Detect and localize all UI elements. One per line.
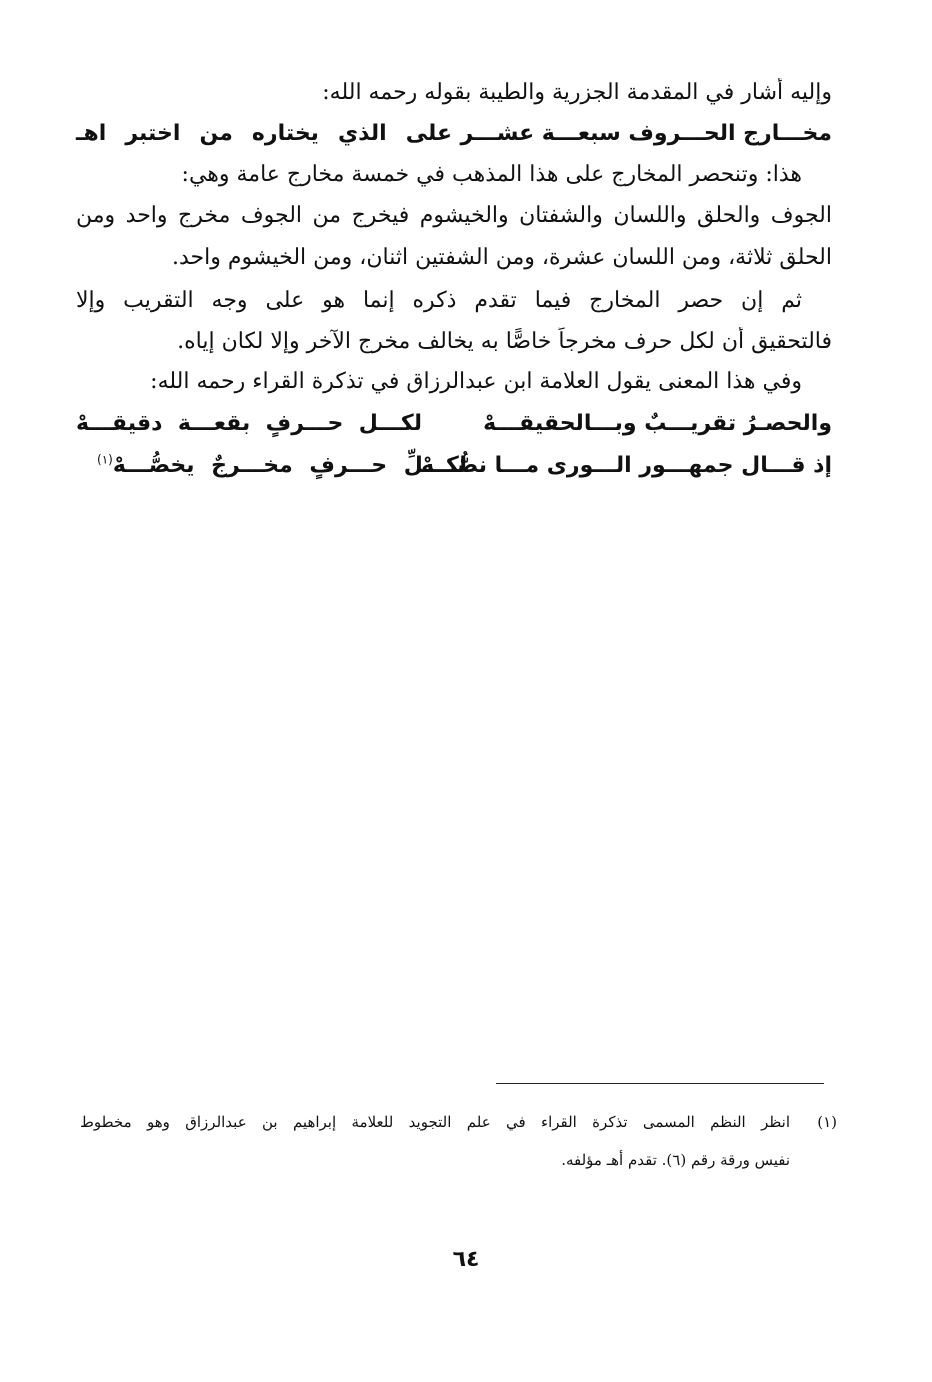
verse3-second-hemistich bbox=[97, 451, 467, 481]
para1-line3: الحلق ثلاثة، ومن اللسان عشرة، ومن الشفتين اثنان، ومن الخيشوم واحد. bbox=[172, 245, 832, 270]
intro-line: وإليه أشار في المقدمة الجزرية والطيبة بقوله رحمه الله: bbox=[322, 80, 832, 105]
verse2-first-hemistich: والحصـرُ تقريـــبٌ وبـــالحقيقـــهْ bbox=[483, 411, 832, 436]
footnote-divider bbox=[496, 1083, 824, 1084]
page-number: ٦٤ bbox=[452, 1247, 480, 1272]
verse3-first-hemistich: إذ قـــال جمهـــور الـــورى مـــا نصُّـــهْ bbox=[421, 453, 832, 478]
footnote-marker: (١) bbox=[97, 452, 113, 467]
verse1-second-hemistich: على الذي يختاره من اختبر اهـ bbox=[76, 121, 452, 146]
footnote-line2: نفيس ورقة رقم (٦). تقدم أهـ مؤلفه. bbox=[561, 1151, 790, 1169]
verse3-second-hemistich-text: لكـــلِّ حـــرفٍ مخـــرجٌ يخصُّـــهْ bbox=[112, 453, 467, 478]
para1-line1: هذا: وتنحصر المخارج على هذا المذهب في خمسة مخارج عامة وهي: bbox=[181, 162, 802, 187]
verse1-first-hemistich: مخـــارج الحـــروف سبعـــة عشـــر bbox=[460, 121, 832, 146]
footnote-line1: انظر النظم المسمى تذكرة القراء في علم التجويد للعلامة إبراهيم بن عبدالرزاق وهو مخطوط bbox=[80, 1113, 790, 1131]
para2-line2: فالتحقيق أن لكل حرف مخرجاً خاصًّا به يخالف مخرج الآخر وإلا لكان إياه. bbox=[177, 329, 832, 354]
para1-line2: الجوف والحلق واللسان والشفتان والخيشوم فيخرج من الجوف مخرج واحد ومن bbox=[76, 203, 832, 228]
footnote-number: (١) bbox=[817, 1113, 837, 1131]
para3-line: وفي هذا المعنى يقول العلامة ابن عبدالرزاق في تذكرة القراء رحمه الله: bbox=[150, 369, 802, 394]
verse2-second-hemistich: لكـــل حـــرفٍ بقعـــة دقيقـــهْ bbox=[76, 411, 422, 436]
para2-line1: ثم إن حصر المخارج فيما تقدم ذكره إنما هو على وجه التقريب وإلا bbox=[76, 288, 802, 313]
